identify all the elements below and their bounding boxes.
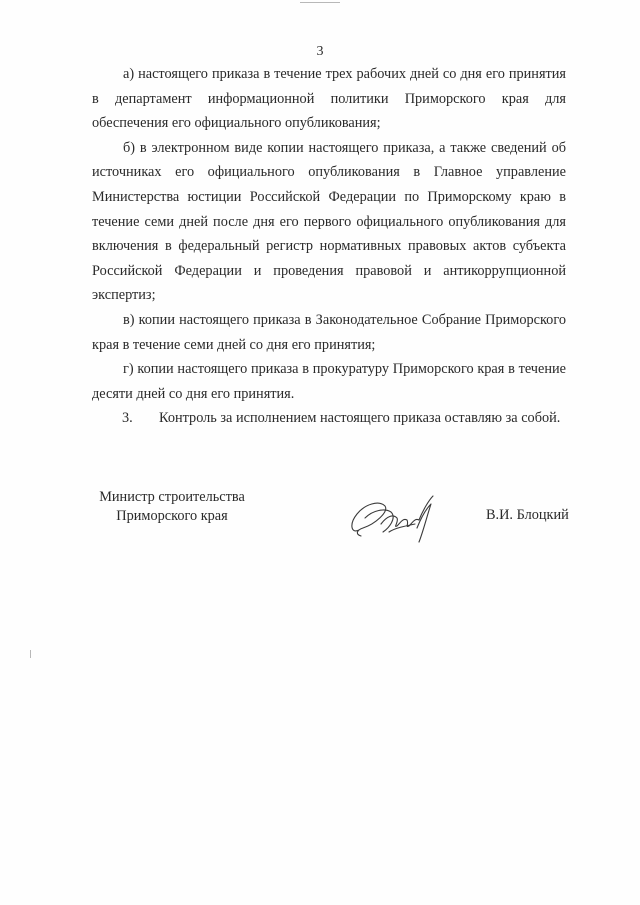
scan-artifact-left	[30, 650, 31, 658]
signature-block	[0, 488, 640, 578]
paragraph-a: а) настоящего приказа в течение трех рабочих дней со дня его принятия в департамент информационной политики Приморского края для обеспечения его официального опубликования;	[92, 66, 566, 132]
page-number: 3	[316, 44, 324, 59]
item-3-number: 3.	[122, 410, 133, 427]
signatory-position-line-2: Приморского края	[116, 508, 228, 524]
paragraph-v: в) копии настоящего приказа в Законодательное Собрание Приморского края в течение семи дней со дня его принятия;	[92, 311, 566, 353]
paragraph-b: б) в электронном виде копии настоящего приказа, а также сведений об источниках его официального опубликования в Главное управление Министерства юстиции Российской Федерации по Приморскому краю в течение семи дней после дня его первого официального опубликования для включения в федеральный регистр нормативных правовых актов субъекта Российской Федерации и проведения правовой и антикоррупционной экспертиз;	[92, 139, 566, 304]
signatory-name: В.И. Блоцкий	[486, 507, 569, 523]
signatory-position	[92, 488, 252, 526]
scan-artifact-top	[300, 2, 340, 3]
handwritten-signature	[345, 488, 445, 548]
paragraph-g: г) копии настоящего приказа в прокуратуру Приморского края в течение десяти дней со дня его принятия.	[92, 361, 566, 402]
document-body	[92, 62, 566, 431]
signatory-position-line-1: Министр строительства	[99, 489, 245, 505]
item-3-text: Контроль за исполнением настоящего приказа оставляю за собой.	[159, 410, 561, 427]
paragraph-item-3	[92, 406, 566, 431]
